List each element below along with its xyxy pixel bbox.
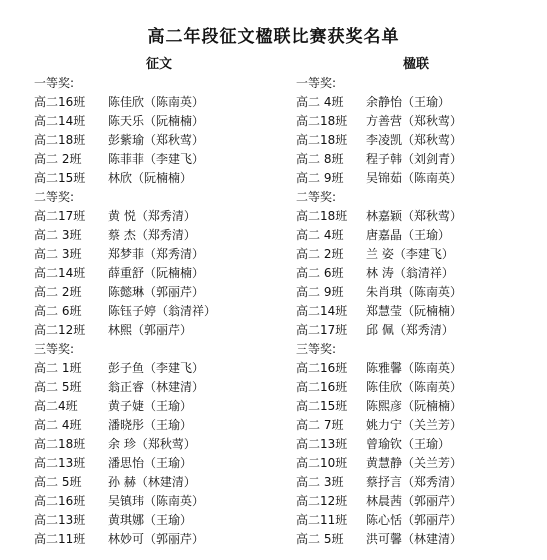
class-name: 高二 4班 [34,418,82,432]
class-name: 高二 5班 [296,532,344,546]
student-teacher-name: 蔡 杰（郑秀清） [108,228,196,242]
student-teacher-name: 潘思怡（王瑜） [108,456,193,470]
essay-list [34,74,284,549]
class-name: 高二18班 [34,133,86,147]
winner-row [34,302,284,321]
winner-row [34,530,284,549]
class-name: 高二14班 [34,114,86,128]
class-name: 高二4班 [34,399,78,413]
student-teacher-name: 黄慧静（关兰芳） [366,456,463,470]
student-teacher-name: 姚力宁（关兰芳） [366,418,463,432]
class-name: 高二18班 [296,209,348,223]
student-teacher-name: 兰 姿（李建飞） [366,247,454,261]
student-teacher-name: 陈懿琳（郭丽芹） [108,285,205,299]
winner-row [296,454,536,473]
class-name: 高二12班 [34,323,86,337]
class-name: 高二 3班 [34,228,82,242]
student-teacher-name: 程子韩（刘剑青） [366,152,463,166]
award-level-label: 三等奖: [296,342,337,356]
student-teacher-name: 薛重舒（阮楠楠） [108,266,205,280]
student-teacher-name: 彭紫瑜（郑秋莺） [108,133,205,147]
class-name: 高二18班 [34,437,86,451]
class-name: 高二 8班 [296,152,344,166]
winner-row [34,473,284,492]
student-teacher-name: 洪可馨（林建清） [366,532,463,546]
class-name: 高二13班 [296,437,348,451]
class-name: 高二17班 [296,323,348,337]
class-name: 高二 2班 [296,247,344,261]
class-name: 高二16班 [34,95,86,109]
award-level-label: 二等奖: [34,190,75,204]
student-teacher-name: 朱肖琪（陈南英） [366,285,463,299]
class-name: 高二 6班 [296,266,344,280]
winner-row [296,397,536,416]
class-name: 高二16班 [296,361,348,375]
page-title: 高二年段征文楹联比赛获奖名单 [147,27,400,47]
winner-row [34,454,284,473]
winner-row [34,435,284,454]
winner-row [34,378,284,397]
class-name: 高二17班 [34,209,86,223]
class-name: 高二 3班 [34,247,82,261]
winner-row [296,112,536,131]
student-teacher-name: 吴锦茹（陈南英） [366,171,463,185]
winner-row [296,378,536,397]
winner-row [296,511,536,530]
winner-row [34,112,284,131]
winner-row [296,321,536,340]
student-teacher-name: 陈钰子婷（翁清祥） [108,304,217,318]
student-teacher-name: 彭子鱼（李建飞） [108,361,205,375]
student-teacher-name: 潘晓彤（王瑜） [108,418,193,432]
winner-row [34,245,284,264]
student-teacher-name: 郑梦菲（郑秀清） [108,247,205,261]
student-teacher-name: 林 涛（翁清祥） [366,266,454,280]
winner-row [34,207,284,226]
student-teacher-name: 方善营（郑秋莺） [366,114,463,128]
winner-row [34,397,284,416]
class-name: 高二18班 [296,133,348,147]
class-name: 高二 1班 [34,361,82,375]
student-teacher-name: 黄子婕（王瑜） [108,399,193,413]
class-name: 高二 9班 [296,171,344,185]
winner-row [34,93,284,112]
essay-column [34,56,284,549]
winner-row [296,359,536,378]
winner-row [296,416,536,435]
class-name: 高二16班 [296,380,348,394]
winner-row [296,93,536,112]
class-name: 高二 5班 [34,380,82,394]
class-name: 高二 4班 [296,228,344,242]
winner-row [296,435,536,454]
class-name: 高二 9班 [296,285,344,299]
student-teacher-name: 曾瑜钦（王瑜） [366,437,451,451]
student-teacher-name: 陈天乐（阮楠楠） [108,114,205,128]
student-teacher-name: 邱 佩（郑秀清） [366,323,454,337]
winner-row [34,321,284,340]
student-teacher-name: 孙 赫（林建清） [108,475,196,489]
class-name: 高二 3班 [296,475,344,489]
student-teacher-name: 林晨茜（郭丽芹） [366,494,463,508]
class-name: 高二14班 [34,266,86,280]
student-teacher-name: 陈熙彦（阮楠楠） [366,399,463,413]
winner-row [34,492,284,511]
essay-header: 征文 [145,57,172,72]
winner-row [34,131,284,150]
winner-row [296,530,536,549]
student-teacher-name: 陈心恬（郭丽芹） [366,513,463,527]
winner-row [34,416,284,435]
award-level-label: 一等奖: [296,76,337,90]
student-teacher-name: 陈佳欣（陈南英） [108,95,205,109]
winner-row [296,169,536,188]
winner-row [296,283,536,302]
class-name: 高二13班 [34,513,86,527]
class-name: 高二11班 [296,513,348,527]
winner-row [296,150,536,169]
class-name: 高二10班 [296,456,348,470]
student-teacher-name: 李凌凯（郑秋莺） [366,133,463,147]
couplet-column [296,56,536,549]
winner-row [296,245,536,264]
student-teacher-name: 陈佳欣（陈南英） [366,380,463,394]
class-name: 高二12班 [296,494,348,508]
couplet-header: 楹联 [402,57,429,72]
class-name: 高二16班 [34,494,86,508]
student-teacher-name: 蔡抒言（郑秀清） [366,475,463,489]
student-teacher-name: 余静怡（王瑜） [366,95,451,109]
class-name: 高二13班 [34,456,86,470]
student-teacher-name: 林嘉颖（郑秋莺） [366,209,463,223]
winner-row [296,131,536,150]
class-name: 高二15班 [296,399,348,413]
student-teacher-name: 陈雅馨（陈南英） [366,361,463,375]
student-teacher-name: 陈菲菲（李建飞） [108,152,205,166]
class-name: 高二 4班 [296,95,344,109]
student-teacher-name: 黄琪娜（王瑜） [108,513,193,527]
class-name: 高二11班 [34,532,86,546]
winner-row [296,226,536,245]
class-name: 高二15班 [34,171,86,185]
couplet-list [296,74,536,549]
student-teacher-name: 翁正睿（林建清） [108,380,205,394]
winner-row [34,169,284,188]
class-name: 高二18班 [296,114,348,128]
winner-row [34,511,284,530]
winner-row [34,283,284,302]
winner-row [34,150,284,169]
winner-row [34,264,284,283]
winner-row [34,226,284,245]
winner-row [296,492,536,511]
award-level-label: 三等奖: [34,342,75,356]
award-level-label: 一等奖: [34,76,75,90]
winner-row [296,473,536,492]
award-level-label: 二等奖: [296,190,337,204]
class-name: 高二 2班 [34,152,82,166]
student-teacher-name: 林妙可（郭丽芹） [108,532,205,546]
student-teacher-name: 余 珍（郑秋莺） [108,437,196,451]
class-name: 高二14班 [296,304,348,318]
student-teacher-name: 林熙（郭丽芹） [108,323,193,337]
class-name: 高二 6班 [34,304,82,318]
student-teacher-name: 郑慧莹（阮楠楠） [366,304,463,318]
student-teacher-name: 林欣（阮楠楠） [108,171,193,185]
class-name: 高二 7班 [296,418,344,432]
winner-row [296,302,536,321]
winner-row [296,264,536,283]
student-teacher-name: 唐嘉晶（王瑜） [366,228,451,242]
class-name: 高二 5班 [34,475,82,489]
winner-row [296,207,536,226]
class-name: 高二 2班 [34,285,82,299]
student-teacher-name: 黄 悦（郑秀清） [108,209,196,223]
student-teacher-name: 吴镇玮（陈南英） [108,494,205,508]
winner-row [34,359,284,378]
